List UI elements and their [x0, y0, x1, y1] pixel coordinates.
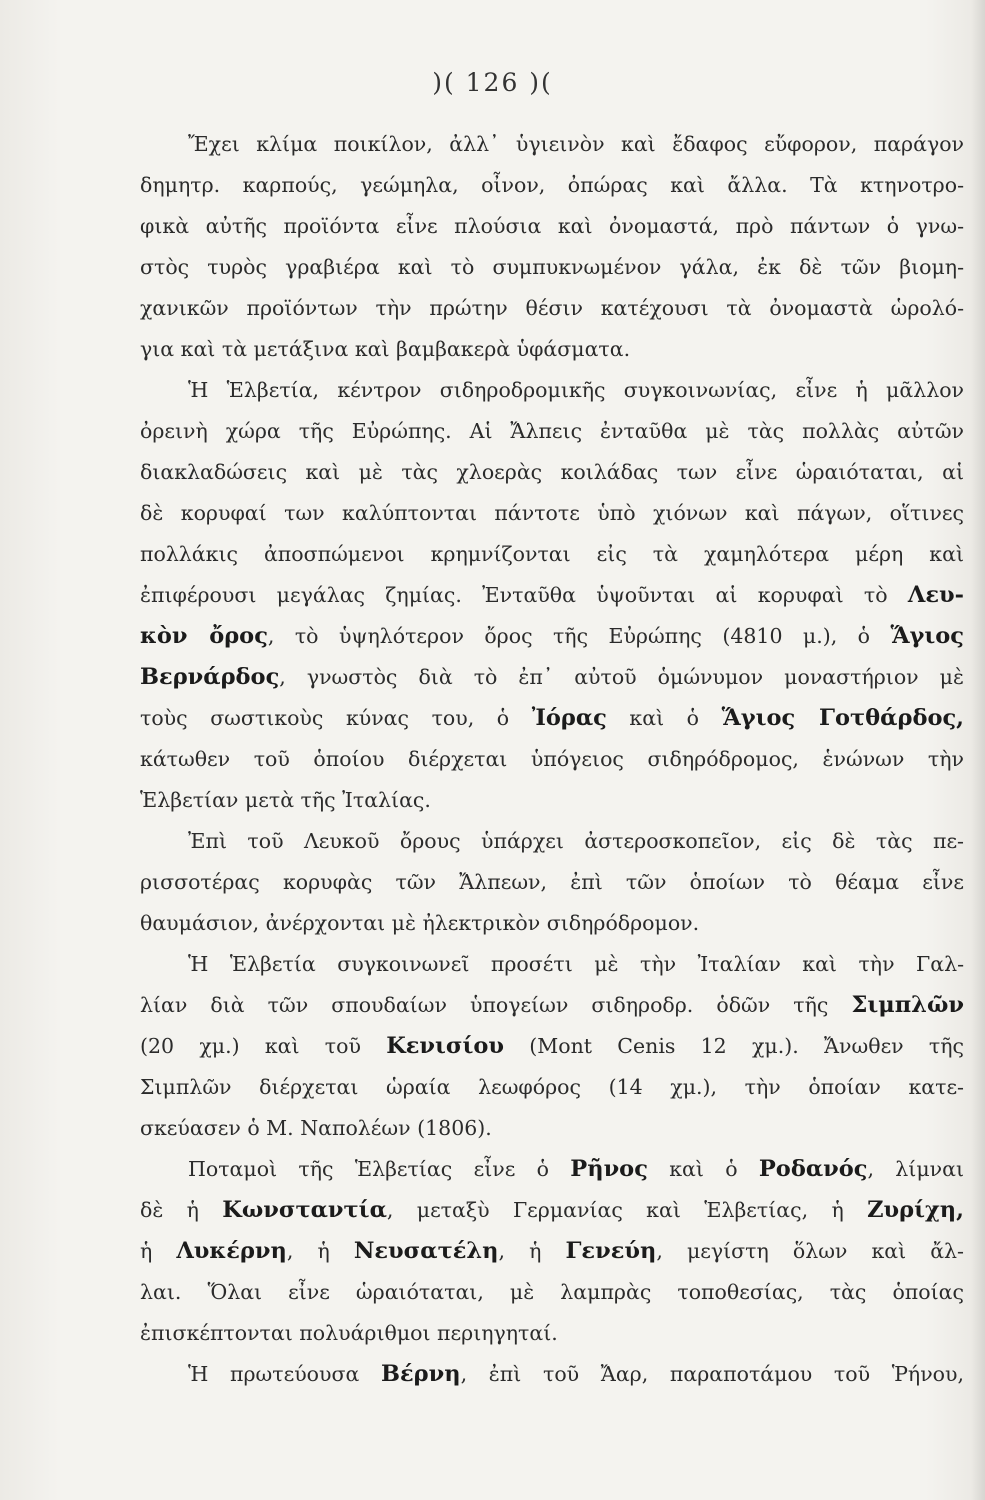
- text-line: [140, 780, 964, 821]
- text-span: Ἡ Ἑλβετία συγκοινωνεῖ προσέτι μὲ τὴν Ἰταλίαν καὶ τὴν Γαλ-: [188, 952, 964, 976]
- text-span: , ἡ: [286, 1239, 354, 1263]
- text-span: Ποταμοὶ τῆς Ἑλβετίας εἶνε ὁ: [188, 1157, 571, 1181]
- text-span: για καὶ τὰ μετάξινα καὶ βαμβακερὰ ὑφάσματα.: [140, 337, 631, 361]
- place-name: Ἅγιος Γοτθάρδος,: [721, 705, 964, 731]
- body-text: [140, 124, 964, 1395]
- text-line: [140, 575, 964, 616]
- text-span: σκεύασεν ὁ Μ. Ναπολέων (1806).: [140, 1116, 492, 1140]
- text-span: στὸς τυρὸς γραβιέρα καὶ τὸ συμπυκνωμένον γάλα, ἐκ δὲ τῶν βιομη-: [140, 255, 964, 279]
- text-span: , ἡ: [498, 1239, 566, 1263]
- text-line: [140, 165, 964, 206]
- text-span: (20 χμ.) καὶ τοῦ: [140, 1034, 387, 1058]
- text-line: [140, 206, 964, 247]
- text-line: [140, 862, 964, 903]
- text-span: κάτωθεν τοῦ ὁποίου διέρχεται ὑπόγειος σιδηρόδρομος, ἑνώνων τὴν: [140, 747, 964, 771]
- text-line: [140, 944, 964, 985]
- text-span: ὀρεινὴ χώρα τῆς Εὐρώπης. Αἱ Ἄλπεις ἐνταῦθα μὲ τὰς πολλὰς αὐτῶν: [140, 419, 964, 443]
- text-line: [140, 370, 964, 411]
- text-line: [140, 124, 964, 165]
- place-name: Σιμπλῶν: [851, 992, 964, 1018]
- text-span: δὲ κορυφαί των καλύπτονται πάντοτε ὑπὸ χιόνων καὶ πάγων, οἵτινες: [140, 501, 964, 525]
- text-span: , μεταξὺ Γερμανίας καὶ Ἑλβετίας, ἡ: [386, 1198, 868, 1222]
- page-number: )( 126 )(: [432, 68, 553, 97]
- text-line: [140, 1067, 964, 1108]
- text-span: λίαν διὰ τῶν σπουδαίων ὑπογείων σιδηροδρ. ὁδῶν τῆς: [140, 993, 852, 1017]
- text-line: [140, 1149, 964, 1190]
- text-span: φικὰ αὐτῆς προϊόντα εἶνε πλούσια καὶ ὀνομαστά, πρὸ πάντων ὁ γνω-: [140, 214, 964, 238]
- text-line: [140, 1272, 964, 1313]
- text-span: Ἑλβετίαν μετὰ τῆς Ἰταλίας.: [140, 788, 431, 812]
- place-name: Ἅγιος: [890, 623, 964, 649]
- place-name: Κωνσταντία: [222, 1197, 387, 1223]
- text-span: θαυμάσιον, ἀνέρχονται μὲ ἠλεκτρικὸν σιδηρόδρομον.: [140, 911, 700, 935]
- text-span: Ἡ πρωτεύουσα: [188, 1362, 381, 1386]
- text-line: [140, 329, 964, 370]
- place-name: Ροδανός: [758, 1156, 868, 1182]
- text-span: Ἔχει κλίμα ποικίλον, ἀλλ᾽ ὑγιεινὸν καὶ ἔδαφος εὔφορον, παράγον: [188, 132, 964, 156]
- text-line: [140, 1313, 964, 1354]
- text-span: καὶ ὁ: [606, 706, 722, 730]
- text-span: ἐπισκέπτονται πολυάριθμοι περιηγηταί.: [140, 1321, 558, 1345]
- place-name: Γενεύη: [565, 1238, 657, 1264]
- text-span: χανικῶν προϊόντων τὴν πρώτην θέσιν κατέχουσι τὰ ὀνομαστὰ ὡρολό-: [140, 296, 964, 320]
- text-line: [140, 411, 964, 452]
- place-name: Λυκέρνη: [176, 1238, 287, 1264]
- place-name: Ζυρίχη,: [867, 1197, 964, 1223]
- text-span: τοὺς σωστικοὺς κύνας του, ὁ: [140, 706, 532, 730]
- text-line: [140, 1190, 964, 1231]
- text-line: [140, 493, 964, 534]
- text-span: , τὸ ὑψηλότερον ὄρος τῆς Εὐρώπης (4810 μ.), ὁ: [267, 624, 891, 648]
- place-name: Βέρνη: [380, 1361, 461, 1387]
- place-name: Κενισίου: [386, 1033, 505, 1059]
- text-line: [140, 698, 964, 739]
- text-line: [140, 739, 964, 780]
- text-span: ἐπιφέρουσι μεγάλας ζημίας. Ἐνταῦθα ὑψοῦνται αἱ κορυφαὶ τὸ: [140, 583, 888, 607]
- text-line: [140, 616, 964, 657]
- text-span: , μεγίστη ὅλων καὶ ἄλ-: [656, 1239, 964, 1263]
- text-line: [140, 985, 964, 1026]
- text-span: , γνωστὸς διὰ τὸ ἐπ᾽ αὐτοῦ ὁμώνυμον μοναστήριον μὲ: [279, 665, 964, 689]
- text-span: Σιμπλῶν διέρχεται ὡραία λεωφόρος (14 χμ.), τὴν ὁποίαν κατε-: [140, 1075, 964, 1099]
- text-span: Ἡ Ἑλβετία, κέντρον σιδηροδρομικῆς συγκοινωνίας, εἶνε ἡ μᾶλλον: [188, 378, 964, 402]
- text-line: [140, 903, 964, 944]
- text-span: , ἐπὶ τοῦ Ἄαρ, παραποτάμου τοῦ Ῥήνου,: [460, 1362, 964, 1386]
- text-span: ἡ: [140, 1239, 177, 1263]
- place-name: κὸν ὄρος: [140, 623, 268, 649]
- text-span: καὶ ὁ: [647, 1157, 759, 1181]
- text-span: Ἐπὶ τοῦ Λευκοῦ ὄρους ὑπάρχει ἀστεροσκοπεῖον, εἰς δὲ τὰς πε-: [188, 829, 964, 853]
- text-line: [140, 1108, 964, 1149]
- text-line: [140, 1354, 964, 1395]
- place-name: Βερνάρδος: [140, 664, 280, 690]
- text-line: [140, 247, 964, 288]
- text-line: [140, 821, 964, 862]
- place-name: Νευσατέλη: [353, 1238, 499, 1264]
- text-span: λαι. Ὅλαι εἶνε ὡραιόταται, μὲ λαμπρὰς τοποθεσίας, τὰς ὁποίας: [140, 1280, 964, 1304]
- text-line: [140, 288, 964, 329]
- text-line: [140, 1026, 964, 1067]
- place-name: Ἰόρας: [531, 705, 607, 731]
- text-line: [140, 534, 964, 575]
- text-span: (Mont Cenis 12 χμ.). Ἄνωθεν τῆς: [504, 1034, 964, 1058]
- page-edge-shadow: [971, 0, 985, 1500]
- text-span: πολλάκις ἀποσπώμενοι κρημνίζονται εἰς τὰ χαμηλότερα μέρη καὶ: [140, 542, 964, 566]
- text-span: δὲ ἡ: [140, 1198, 223, 1222]
- text-line: [140, 452, 964, 493]
- place-name: Λευ-: [907, 582, 964, 608]
- text-line: [140, 657, 964, 698]
- text-line: [140, 1231, 964, 1272]
- text-span: ρισσοτέρας κορυφὰς τῶν Ἄλπεων, ἐπὶ τῶν ὁποίων τὸ θέαμα εἶνε: [140, 870, 964, 894]
- place-name: Ρῆνος: [570, 1156, 648, 1182]
- text-span: διακλαδώσεις καὶ μὲ τὰς χλοερὰς κοιλάδας των εἶνε ὡραιόταται, αἱ: [140, 460, 964, 484]
- text-span: , λίμναι: [867, 1157, 964, 1181]
- text-span: δημητρ. καρπούς, γεώμηλα, οἶνον, ὀπώρας καὶ ἄλλα. Τὰ κτηνοτρο-: [140, 173, 964, 197]
